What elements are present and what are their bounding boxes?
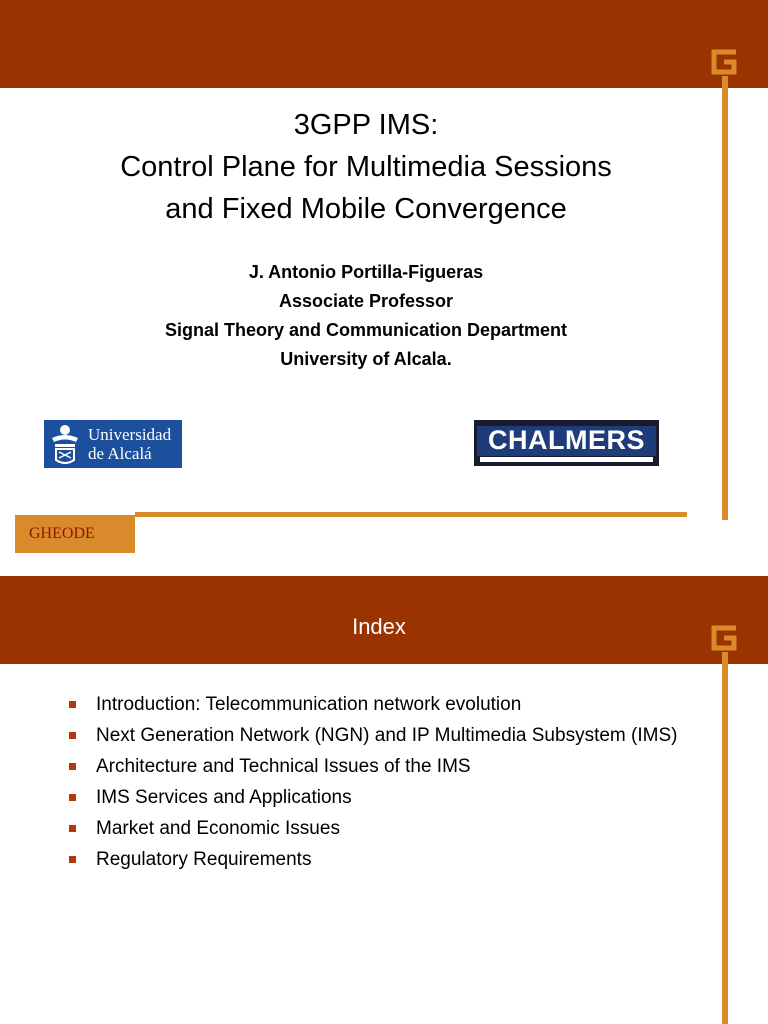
universidad-alcala-logo (44, 420, 182, 468)
author-info (0, 258, 732, 374)
index-slide (0, 576, 768, 1024)
list-item: Market and Economic Issues (66, 816, 706, 842)
chalmers-logo-text: CHALMERS (488, 425, 645, 455)
title-line: Control Plane for Multimedia Sessions (120, 151, 612, 183)
square-bullet-icon (69, 701, 76, 708)
index-list (66, 692, 706, 878)
vertical-accent-line (722, 652, 728, 1024)
slide-gap (0, 560, 768, 576)
university-crest-icon (46, 420, 84, 468)
list-item: Next Generation Network (NGN) and IP Multimedia Subsystem (IMS) (66, 723, 706, 749)
list-item: Architecture and Technical Issues of the IMS (66, 754, 706, 780)
chalmers-logo (474, 420, 659, 466)
footer-tab (15, 515, 135, 553)
author-name: J. Antonio Portilla-Figueras (248, 262, 484, 282)
square-bullet-icon (69, 763, 76, 770)
list-item: IMS Services and Applications (66, 785, 706, 811)
square-bullet-icon (69, 732, 76, 739)
square-bullet-icon (69, 825, 76, 832)
list-item: Regulatory Requirements (66, 847, 706, 873)
university-logo-text: Universidad de Alcalá (88, 425, 172, 463)
slide-title: Index (352, 614, 406, 639)
horizontal-accent-line (135, 512, 687, 517)
author-position: Associate Professor (278, 291, 454, 311)
title-line: and Fixed Mobile Convergence (165, 193, 567, 225)
square-bullet-icon (69, 856, 76, 863)
header-band (0, 0, 768, 88)
g-logo-icon (708, 46, 740, 78)
footer-label: GHEODE (29, 525, 95, 542)
slide-title (0, 104, 732, 230)
chalmers-subline (480, 457, 653, 462)
author-university: University of Alcala. (280, 349, 452, 369)
g-logo-icon (708, 622, 740, 654)
author-department: Signal Theory and Communication Department (164, 320, 568, 340)
title-line: 3GPP IMS: (293, 109, 439, 141)
list-item: Introduction: Telecommunication network evolution (66, 692, 706, 718)
square-bullet-icon (69, 794, 76, 801)
